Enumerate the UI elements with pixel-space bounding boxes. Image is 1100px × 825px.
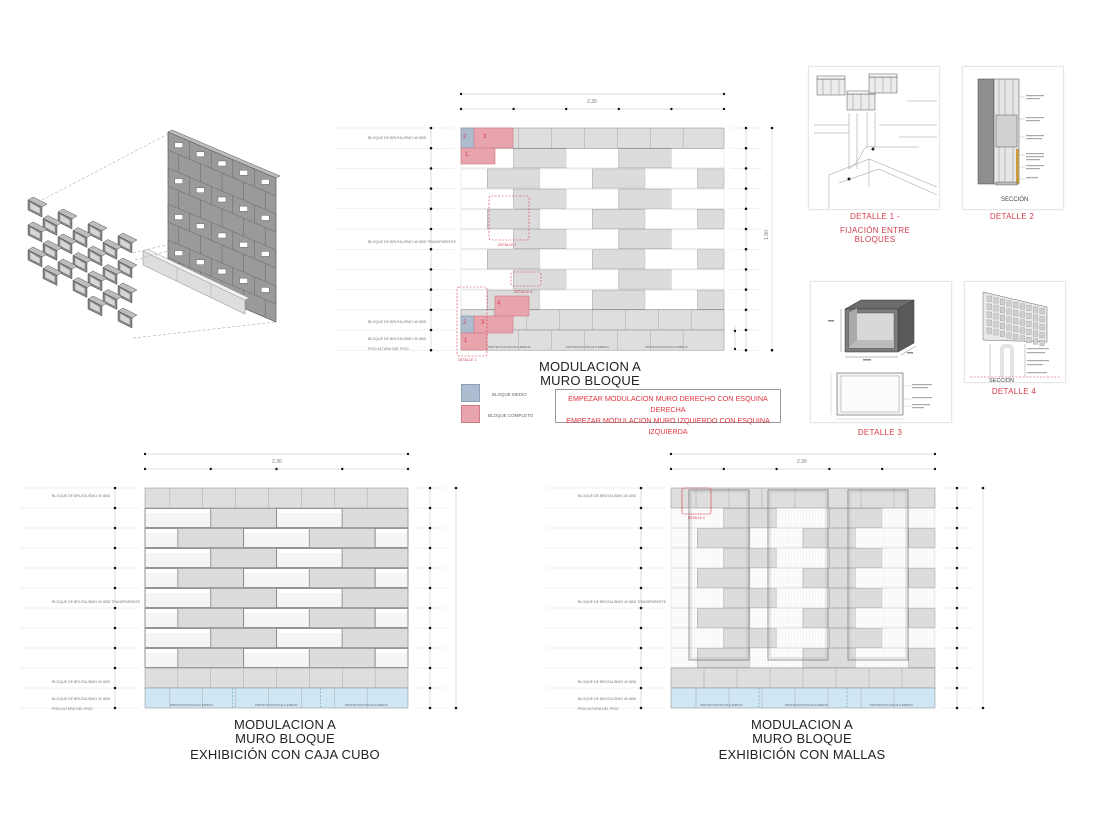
detail-3-label: DETALLE 3 bbox=[857, 428, 903, 437]
svg-text:3: 3 bbox=[483, 134, 487, 140]
note-left-wall: EMPEZAR MODULACION MURO IZQUIERDO CON ESQUINA IZQUIERDA bbox=[566, 416, 770, 436]
detail-1-label: DETALLE 1 - bbox=[850, 212, 900, 221]
detail-4-label: DETALLE 4 bbox=[991, 387, 1037, 396]
legend-label-bloque-completo: BLOQUE COMPLETO bbox=[488, 413, 534, 418]
svg-text:1: 1 bbox=[464, 338, 468, 344]
svg-text:PROTECCION ZOCALO ESPEJO: PROTECCION ZOCALO ESPEJO bbox=[488, 345, 531, 349]
svg-text:PROTECCION ZOCALO ESPEJO: PROTECCION ZOCALO ESPEJO bbox=[566, 345, 609, 349]
elevation-top-row-label: PISO ALTURA DEL PISO bbox=[368, 347, 409, 351]
elevation-bottom-left-row-label: PISO ALTURA DEL PISO bbox=[52, 707, 93, 711]
legend-swatch-bloque-completo bbox=[461, 405, 480, 423]
elevation-top-title: MODULACION A MURO BLOQUE bbox=[538, 359, 642, 388]
svg-text:PROTECCION ZOCALO ESPEJO: PROTECCION ZOCALO ESPEJO bbox=[785, 703, 828, 707]
elevation-top-total-height: 1.90 bbox=[763, 230, 770, 240]
svg-text:PROTECCION ZOCALO ESPEJO: PROTECCION ZOCALO ESPEJO bbox=[345, 703, 388, 707]
svg-text:2: 2 bbox=[463, 320, 467, 326]
detail-2-panel bbox=[962, 66, 1064, 210]
elevation-bottom-left-row-label: BLOQUE DE BRUTALISMO 40 ABD bbox=[52, 494, 111, 498]
svg-text:DETALLE 4: DETALLE 4 bbox=[688, 516, 705, 520]
svg-text:3: 3 bbox=[481, 320, 485, 326]
elevation-bottom-right-row-label: BLOQUE DE BRUTALISMO 40 ABD bbox=[578, 697, 637, 701]
legend-label-bloque-medio: BLOQUE MEDIO bbox=[492, 392, 527, 397]
elevation-top-row-label: BLOQUE DE BRUTALISMO 40 ABD bbox=[368, 337, 427, 341]
modulation-notes-box bbox=[555, 389, 781, 436]
detail-2-section-label: SECCIÓN bbox=[1001, 197, 1029, 203]
elevation-bottom-right-row-label: BLOQUE DE BRUTALISMO 40 ABD bbox=[578, 680, 637, 684]
svg-text:1: 1 bbox=[465, 152, 469, 158]
elevation-bottom-right-total-width: 2.30 bbox=[797, 459, 807, 465]
svg-text:PROTECCION ZOCALO ESPEJO: PROTECCION ZOCALO ESPEJO bbox=[255, 703, 298, 707]
svg-text:DETALLE 1: DETALLE 1 bbox=[458, 358, 477, 362]
svg-text:DETALLE 4: DETALLE 4 bbox=[514, 290, 533, 294]
elevation-bottom-left-total-width: 2.30 bbox=[272, 459, 282, 465]
svg-text:4: 4 bbox=[497, 301, 501, 307]
elevation-top-row-label: BLOQUE DE BRUTALISMO 40 ABD bbox=[368, 136, 427, 140]
elevation-bottom-left-title: MODULACION A MURO BLOQUE EXHIBICIÓN CON CAJA CUBO bbox=[190, 717, 380, 762]
note-right-wall: EMPEZAR MODULACION MURO DERECHO CON ESQUINA DERECHA bbox=[568, 394, 768, 414]
elevation-bottom-left-row-label: BLOQUE DE BRUTALISMO 40 ABD bbox=[52, 680, 111, 684]
elevation-bottom-right-title: MODULACION A MURO BLOQUE EXHIBICIÓN CON MALLAS bbox=[718, 717, 886, 762]
elevation-top-total-width: 2.30 bbox=[587, 99, 597, 105]
svg-text:PROTECCION ZOCALO ESPEJO: PROTECCION ZOCALO ESPEJO bbox=[870, 703, 913, 707]
svg-text:DETALLE 2: DETALLE 2 bbox=[498, 243, 517, 247]
elevation-top-row-label: BLOQUE DE BRUTALISMO 40 ABD TRANSPARENTE bbox=[368, 240, 457, 244]
svg-text:PROTECCION ZOCALO ESPEJO: PROTECCION ZOCALO ESPEJO bbox=[700, 703, 743, 707]
elevation-bottom-right-row-label: PISO ALTURA DEL PISO bbox=[578, 707, 619, 711]
detail-1-panel bbox=[808, 66, 940, 210]
elevation-top-row-label: BLOQUE DE BRUTALISMO 40 ABD bbox=[368, 320, 427, 324]
svg-text:PROTECCION ZOCALO ESPEJO: PROTECCION ZOCALO ESPEJO bbox=[170, 703, 213, 707]
detail-3-panel bbox=[810, 281, 952, 423]
detail-1-sublabel: FIJACIÓN ENTRE BLOQUES bbox=[840, 226, 910, 244]
elevation-bottom-left-row-label: BLOQUE DE BRUTALISMO 40 ABD bbox=[52, 697, 111, 701]
svg-text:PROTECCION ZOCALO ESPEJO: PROTECCION ZOCALO ESPEJO bbox=[645, 345, 688, 349]
detail-4-panel bbox=[964, 281, 1066, 383]
detail-2-label: DETALLE 2 bbox=[989, 212, 1035, 221]
elevation-bottom-right-row-label: BLOQUE DE BRUTALISMO 40 ABD TRANSPARENTE bbox=[578, 600, 667, 604]
svg-text:2: 2 bbox=[463, 134, 467, 140]
detail-4-section-label: SECCIÓN bbox=[989, 378, 1015, 384]
legend-swatch-bloque-medio bbox=[461, 384, 480, 402]
elevation-bottom-left-row-label: BLOQUE DE BRUTALISMO 40 ABD TRANSPARENTE bbox=[52, 600, 141, 604]
elevation-bottom-right-row-label: BLOQUE DE BRUTALISMO 40 ABD bbox=[578, 494, 637, 498]
